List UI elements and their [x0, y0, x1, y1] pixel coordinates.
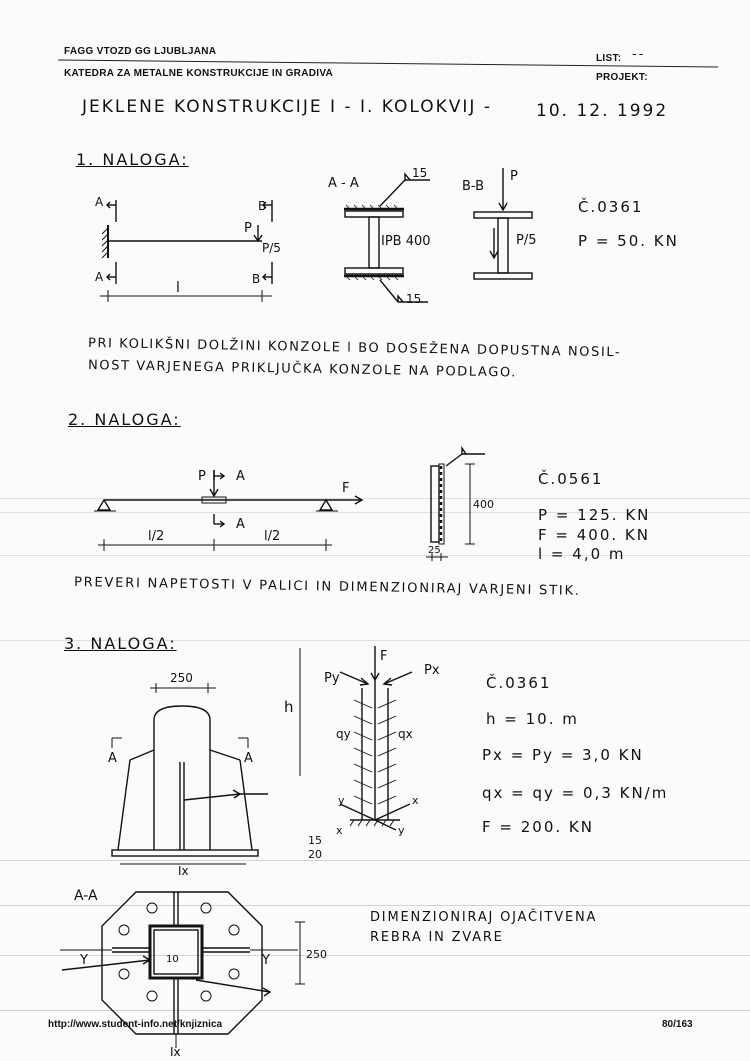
task3-section-aa-label: A-A [74, 888, 98, 904]
task1-heading: 1. NALOGA: [76, 150, 189, 169]
task2-F: F = 400. KN [538, 526, 650, 544]
task3-label-A-left: A [108, 751, 117, 766]
task2-text: PREVERI NAPETOSTI V PALICI IN DIMENZIONIRAJ VARJENI STIK. [73, 575, 581, 599]
task1-text-line2: NOST VARJENEGA PRIKLJUČKA KONZOLE NA PODLAGO. [87, 358, 518, 381]
section-aa-label: A - A [328, 176, 359, 191]
task1-text-line1: PRI KOLIKŠNI DOLŽINI KONZOLE l BO DOSEŽENA DOPUSTNA NOSIL- [87, 336, 622, 361]
project-label: PROJEKT: [596, 72, 648, 83]
section-bb-label: B-B [462, 179, 485, 194]
task3-column-loads [300, 646, 412, 830]
task2-l2-left: l/2 [148, 529, 165, 544]
task3-label-F: F [380, 649, 388, 664]
task3-q: qx = qy = 0,3 KN/m [482, 784, 669, 802]
task3-column-base [112, 683, 268, 864]
task3-F: F = 200. KN [482, 818, 594, 836]
task2-l: l = 4,0 m [538, 545, 626, 563]
task3-axis-y-right: y [398, 824, 405, 837]
task3-plate-20: 20 [308, 848, 322, 861]
task3-Ix-top: Ix [178, 864, 189, 878]
task3-dim-250-side: 250 [306, 948, 327, 961]
list-value: -- [632, 47, 646, 62]
task2-P: P = 125. KN [538, 506, 651, 524]
label-B-bot: B [252, 272, 261, 286]
label-P5: P/5 [262, 241, 281, 255]
task3-heading: 3. NALOGA: [64, 634, 177, 653]
label-B-top: B [258, 199, 267, 213]
task3-label-A-right: A [244, 751, 253, 766]
task3-axis-x-right: x [412, 794, 419, 807]
task3-label-Px: Px [424, 663, 440, 678]
task3-label-Y-left: Y [80, 953, 88, 968]
task1-material: Č.0361 [578, 198, 644, 216]
task3-P: Px = Py = 3,0 KN [482, 746, 644, 764]
weld-bot-size: 15 [406, 292, 422, 306]
task3-label-h: h [284, 698, 294, 716]
task2-dim-25: 25 [428, 545, 441, 556]
task3-weld-15: 15 [308, 834, 322, 847]
task3-text-line1: DIMENZIONIRAJ OJAČITVENA [370, 910, 598, 925]
task3-text-line2: REBRA IN ZVARE [370, 930, 504, 945]
task2-label-A-bot: A [236, 517, 245, 532]
task2-label-A-top: A [236, 469, 245, 484]
profile-label: IPB 400 [381, 234, 431, 249]
exam-title: JEKLENE KONSTRUKCIJE I - I. KOLOKVIJ - [82, 97, 492, 117]
section-bb-P: P [510, 169, 518, 184]
section-bb-P5: P/5 [516, 233, 537, 248]
task2-l2-right: l/2 [264, 529, 281, 544]
task3-label-Py: Py [324, 671, 340, 686]
task3-Ix-bot: Ix [170, 1045, 181, 1059]
task3-h: h = 10. m [486, 710, 579, 728]
label-P: P [244, 221, 252, 236]
task3-axis-y-left: y [338, 794, 345, 807]
task3-weld-10: 10 [166, 954, 179, 965]
label-l: l [176, 280, 180, 296]
weld-top-size: 15 [412, 166, 428, 180]
task1-load: P = 50. KN [578, 232, 679, 250]
footer-page-number: 80/163 [662, 1019, 693, 1030]
task2-label-F: F [342, 481, 350, 496]
label-A-top: A [95, 195, 104, 209]
task2-dim-400: 400 [473, 498, 494, 511]
task3-label-Y-right: Y [262, 953, 270, 968]
exam-date: 10. 12. 1992 [536, 101, 669, 121]
label-A-bot: A [95, 270, 104, 284]
task3-axis-x-left: x [336, 824, 343, 837]
task3-label-qy: qy [336, 727, 351, 741]
task3-label-qx: qx [398, 727, 413, 741]
task3-material: Č.0361 [486, 674, 552, 692]
task2-material: Č.0561 [538, 470, 604, 488]
footer-url[interactable]: http://www.student-info.net/knjiznica [48, 1019, 223, 1030]
department-name: KATEDRA ZA METALNE KONSTRUKCIJE IN GRADIVA [64, 68, 334, 79]
institution-name: FAGG VTOZD GG LJUBLJANA [64, 46, 217, 57]
task2-label-P: P [198, 469, 206, 484]
list-label: LIST: [596, 53, 622, 64]
task2-heading: 2. NALOGA: [68, 410, 181, 429]
task3-dim-250-top: 250 [170, 671, 193, 685]
